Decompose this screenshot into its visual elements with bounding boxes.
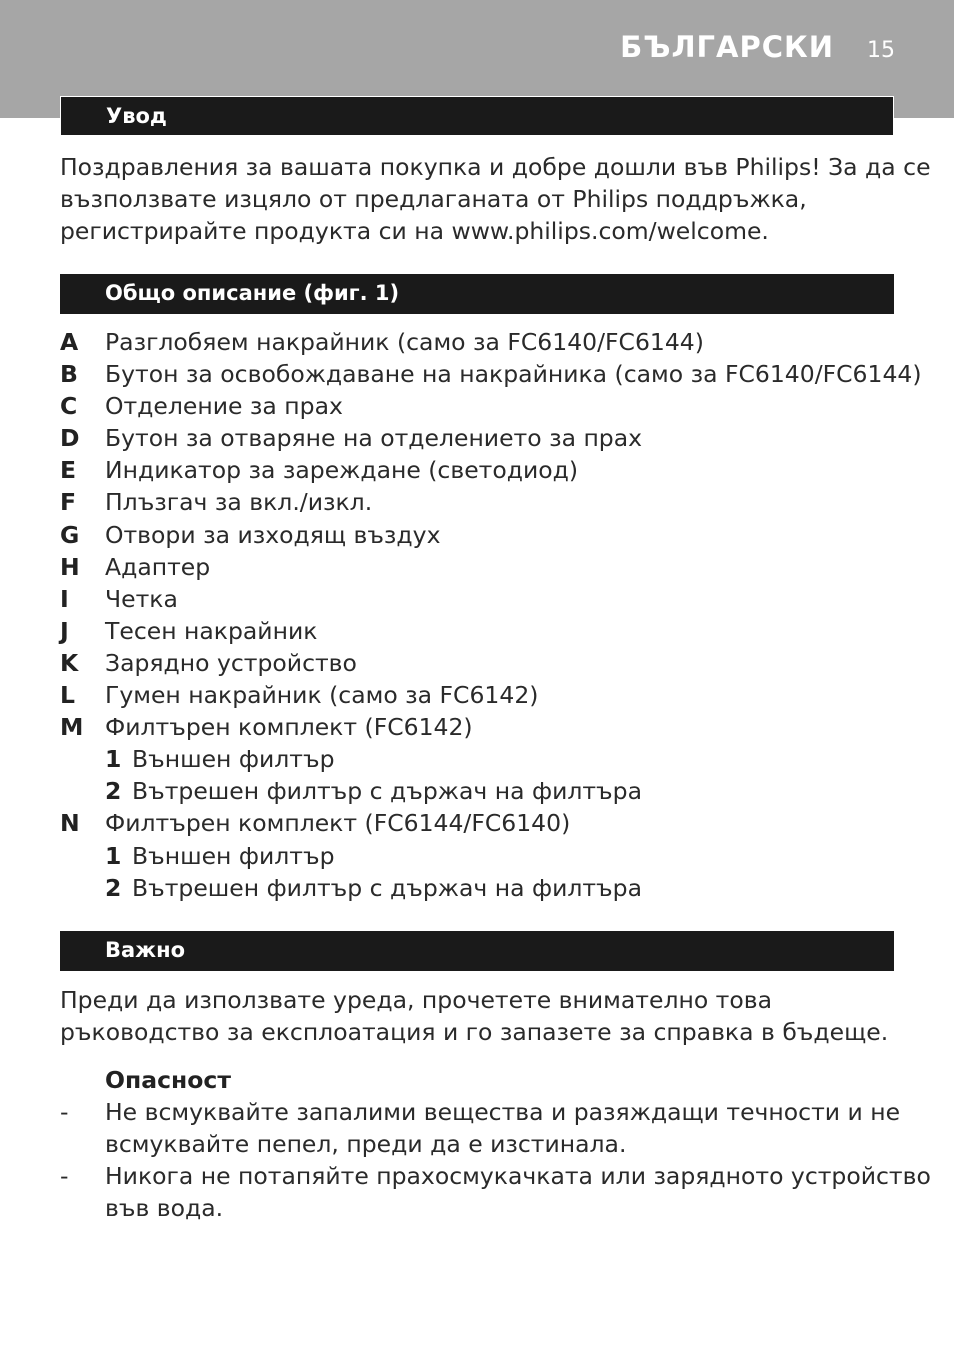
page-number: 15	[867, 38, 895, 63]
item-text: Външен филтър	[132, 745, 335, 774]
list-item	[60, 486, 920, 518]
list-item	[60, 711, 920, 743]
item-letter: C	[60, 392, 78, 421]
sub-list-item	[60, 872, 920, 904]
item-text: Външен филтър	[132, 841, 335, 870]
intro-line: регистрирайте продукта си на www.philips.com/welcome.	[60, 217, 769, 245]
list-item	[60, 326, 920, 358]
item-text: Тесен накрайник	[105, 616, 318, 645]
list-item	[60, 358, 920, 390]
item-text: Филтърен комплект (FC6144/FC6140)	[105, 809, 571, 838]
item-text: Гумен накрайник (само за FC6142)	[105, 681, 539, 710]
item-letter: H	[60, 552, 80, 581]
sub-list-item	[60, 743, 920, 775]
item-letter: J	[60, 616, 69, 645]
item-letter: E	[60, 456, 77, 485]
item-letter: K	[60, 648, 79, 677]
bullet-line: Не всмуквайте запалими вещества и разяждащи течности и не	[105, 1098, 901, 1126]
sub-list-item	[60, 775, 920, 807]
list-item	[60, 807, 920, 839]
item-text: Адаптер	[105, 552, 211, 581]
list-item	[60, 647, 920, 679]
item-number: 2	[105, 873, 122, 902]
section-title-intro: Увод	[106, 104, 167, 128]
item-number: 1	[105, 745, 122, 774]
section-bar-important	[60, 931, 894, 971]
item-letter: A	[60, 328, 79, 356]
item-text: Отделение за прах	[105, 392, 343, 421]
danger-heading: Опасност	[105, 1066, 231, 1094]
item-text: Бутон за освобождаване на накрайника (само за FC6140/FC6144)	[105, 360, 922, 389]
bullet-dash: -	[60, 1098, 69, 1126]
intro-line: възползвате изцяло от предлаганата от Philips поддръжка,	[60, 185, 807, 213]
item-text: Вътрешен филтър с държач на филтъра	[132, 777, 642, 806]
list-item	[60, 422, 920, 454]
important-paragraph	[60, 984, 900, 1048]
item-text: Плъзгач за вкл./изкл.	[105, 488, 373, 517]
item-letter: L	[60, 681, 75, 710]
item-text: Филтърен комплект (FC6142)	[105, 713, 473, 742]
item-text: Разглобяем накрайник (само за FC6140/FC6144)	[105, 328, 704, 356]
bullet-line: във вода.	[105, 1194, 224, 1222]
bullet-dash: -	[60, 1162, 69, 1190]
section-bar-intro	[60, 96, 894, 136]
bullet-text	[105, 1160, 931, 1224]
item-letter: G	[60, 520, 80, 549]
list-item	[60, 615, 920, 647]
item-letter: I	[60, 584, 69, 613]
bullet-text	[105, 1096, 900, 1160]
list-item	[60, 551, 920, 583]
list-item	[60, 454, 920, 486]
important-line: Преди да използвате уреда, прочетете внимателно това	[60, 986, 772, 1014]
intro-line: Поздравления за вашата покупка и добре дошли във Philips! За да се	[60, 153, 931, 181]
list-item	[60, 519, 920, 551]
list-item	[60, 390, 920, 422]
parts-list	[60, 326, 920, 904]
intro-paragraph	[60, 151, 931, 247]
bullet-line: Никога не потапяйте прахосмукачката или зарядното устройство	[105, 1162, 931, 1190]
item-text: Четка	[105, 584, 178, 613]
item-text: Отвори за изходящ въздух	[105, 520, 441, 549]
item-text: Индикатор за зареждане (светодиод)	[105, 456, 579, 485]
bullet-line: всмуквайте пепел, преди да е изстинала.	[105, 1130, 627, 1158]
language-title: БЪЛГАРСКИ	[620, 30, 834, 64]
important-line: ръководство за експлоатация и го запазете за справка в бъдеще.	[60, 1018, 889, 1046]
item-letter: F	[60, 488, 77, 517]
list-item	[60, 583, 920, 615]
list-item	[60, 679, 920, 711]
item-text: Бутон за отваряне на отделението за прах	[105, 424, 643, 453]
item-letter: N	[60, 809, 80, 838]
item-number: 2	[105, 777, 122, 806]
sub-list-item	[60, 840, 920, 872]
item-letter: D	[60, 424, 80, 453]
item-letter: B	[60, 360, 78, 389]
section-title-important: Важно	[105, 938, 186, 962]
section-title-general: Общо описание (фиг. 1)	[105, 281, 400, 305]
section-bar-general	[60, 274, 894, 314]
item-number: 1	[105, 841, 122, 870]
item-text: Зарядно устройство	[105, 648, 357, 677]
item-text: Вътрешен филтър с държач на филтъра	[132, 873, 642, 902]
item-letter: M	[60, 713, 84, 742]
